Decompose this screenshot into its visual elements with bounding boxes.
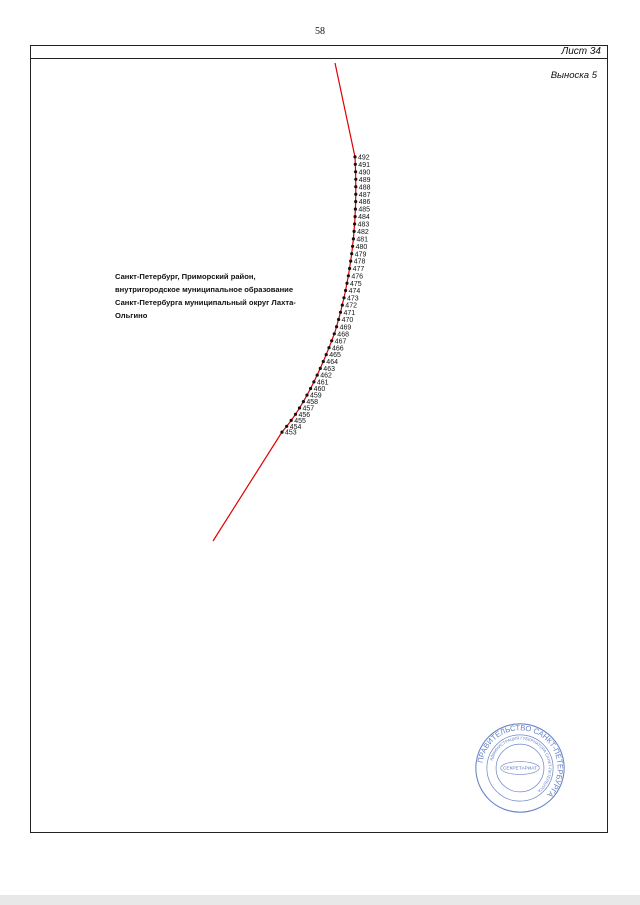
boundary-point-label: 459 (310, 392, 322, 400)
scan-bottom-strip (0, 895, 640, 905)
territory-label (115, 270, 315, 322)
boundary-point-label: 492 (358, 154, 370, 162)
territory-label-line: Ольгино (115, 311, 148, 320)
boundary-point-label: 472 (345, 302, 357, 310)
boundary-point-marker (316, 374, 319, 377)
boundary-point-label: 463 (323, 366, 335, 373)
boundary-point-label: 475 (350, 280, 362, 288)
boundary-point-marker (333, 332, 336, 335)
territory-label-line: внутригородское муниципальное образование (115, 285, 294, 294)
boundary-point-label: 479 (354, 251, 367, 259)
boundary-point-label: 469 (339, 324, 352, 332)
boundary-point-marker (354, 178, 357, 181)
boundary-point-marker (345, 282, 348, 285)
boundary-point-label: 460 (313, 386, 326, 394)
boundary-point-marker (354, 215, 357, 218)
boundary-point-marker (353, 222, 356, 225)
boundary-point-label: 486 (358, 199, 371, 207)
boundary-point-label: 489 (358, 176, 371, 184)
boundary-point-label: 467 (334, 338, 347, 346)
boundary-point-label: 458 (306, 399, 319, 407)
boundary-point-marker (344, 289, 347, 292)
boundary-point-marker (337, 318, 340, 321)
boundary-point-label: 481 (356, 236, 369, 244)
boundary-point-marker (350, 252, 353, 255)
boundary-point-marker (352, 237, 355, 240)
boundary-point-marker (339, 311, 342, 314)
boundary-point-label: 484 (358, 214, 370, 222)
boundary-point-marker (354, 208, 357, 211)
boundary-point-label: 454 (289, 423, 302, 431)
boundary-point-marker (353, 155, 356, 158)
boundary-point-label: 455 (294, 418, 306, 425)
boundary-point-marker (354, 193, 357, 196)
territory-label-line: Санкт-Петербурга муниципальный округ Лахта- (115, 298, 296, 307)
boundary-point-label: 483 (357, 221, 370, 229)
boundary-point-marker (341, 304, 344, 307)
stamp-ring-text: ПРАВИТЕЛЬСТВО САНКТ-ПЕТЕРБУРГА (475, 723, 565, 800)
boundary-point-marker (349, 260, 352, 263)
boundary-point-label: 485 (358, 206, 371, 214)
boundary-point-label: 464 (326, 359, 338, 367)
boundary-point-label: 490 (358, 169, 371, 177)
boundary-point-label: 457 (302, 405, 315, 413)
boundary-point-label: 456 (298, 411, 311, 419)
territory-label-line: Санкт-Петербург, Приморский район, (115, 272, 256, 281)
boundary-point-label: 471 (343, 309, 356, 317)
boundary-point-marker (294, 413, 297, 416)
boundary-point-label: 465 (329, 352, 341, 360)
boundary-point-marker (309, 387, 312, 390)
boundary-point-label: 468 (337, 331, 349, 339)
boundary-point-marker (347, 274, 350, 277)
boundary-point-label: 473 (347, 295, 359, 303)
boundary-point-label: 474 (348, 288, 361, 296)
boundary-point-marker (319, 367, 322, 370)
boundary-point-marker (348, 267, 351, 270)
boundary-point-marker (322, 360, 325, 363)
boundary-point-label: 462 (320, 372, 332, 380)
boundary-point-label: 488 (358, 184, 371, 192)
boundary-point-label: 461 (316, 379, 329, 387)
boundary-point-marker (305, 394, 308, 397)
boundary-point-label: 453 (285, 429, 297, 437)
boundary-point-marker (330, 339, 333, 342)
boundary-point-label: 470 (341, 317, 354, 325)
boundary-point-marker (354, 170, 357, 173)
boundary-point-label: 487 (358, 191, 371, 199)
page-number: 58 (315, 26, 325, 37)
boundary-point-marker (280, 431, 283, 434)
boundary-point-marker (290, 419, 293, 422)
boundary-point-marker (354, 163, 357, 166)
boundary-point-marker (354, 200, 357, 203)
boundary-point-marker (342, 296, 345, 299)
boundary-point-label: 476 (351, 273, 364, 281)
boundary-point-marker (354, 185, 357, 188)
sheet-label: Лист 34 (561, 46, 601, 57)
boundary-point-marker (298, 406, 301, 409)
boundary-point-label: 478 (353, 258, 366, 266)
boundary-point-marker (325, 353, 328, 356)
boundary-point-label: 477 (352, 266, 365, 274)
boundary-point-marker (302, 400, 305, 403)
boundary-point-label: 466 (332, 345, 344, 353)
stamp-center-text: СЕКРЕТАРИАТ (502, 766, 538, 772)
boundary-point-label: 480 (355, 243, 368, 251)
boundary-point-marker (285, 425, 288, 428)
callout-label: Выноска 5 (550, 70, 597, 81)
boundary-point-marker (353, 230, 356, 233)
boundary-point-label: 491 (358, 161, 370, 169)
official-seal-stamp (474, 722, 566, 814)
boundary-point-label: 482 (357, 229, 369, 236)
boundary-point-marker (351, 245, 354, 248)
boundary-point-marker (312, 380, 315, 383)
boundary-point-marker (327, 346, 330, 349)
boundary-point-marker (335, 325, 338, 328)
stamp-inner-text: АДМИНИСТРАЦИЯ ГУБЕРНАТОРА САНКТ-ПЕТЕРБУРГА (488, 735, 553, 794)
